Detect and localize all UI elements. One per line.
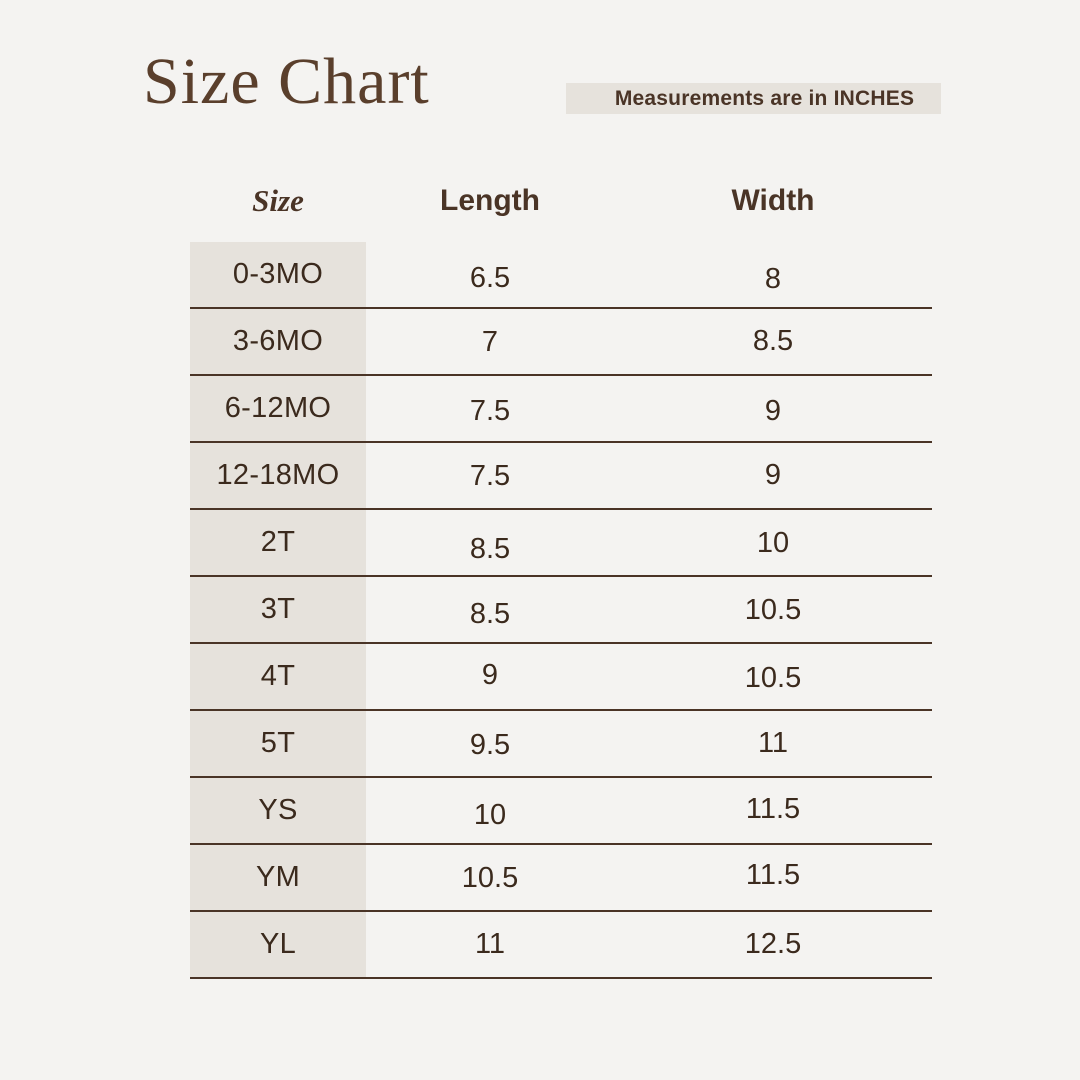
units-note: Measurements are in INCHES (614, 86, 915, 110)
table-row (190, 309, 932, 376)
table-body (190, 242, 932, 979)
cell-width: 9 (764, 459, 782, 491)
cell-width: 10 (756, 527, 790, 559)
cell-size: 6-12MO (224, 392, 332, 424)
cell-size: YM (255, 861, 301, 893)
column-header-length: Length (440, 184, 540, 217)
cell-length: 7.5 (469, 460, 511, 492)
cell-width: 10.5 (744, 594, 802, 626)
cell-length: 8.5 (469, 533, 511, 565)
table-row (190, 845, 932, 912)
table-row (190, 242, 932, 309)
cell-width: 10.5 (744, 662, 802, 694)
cell-width: 8.5 (752, 325, 794, 357)
page-title: Size Chart (143, 45, 430, 118)
table-row (190, 443, 932, 510)
cell-length: 10.5 (461, 862, 519, 894)
cell-size: 4T (260, 660, 296, 692)
table-row (190, 778, 932, 845)
table-row (190, 711, 932, 778)
cell-length: 8.5 (469, 598, 511, 630)
table-row (190, 577, 932, 644)
cell-size: YL (259, 928, 297, 960)
cell-length: 7 (481, 326, 499, 358)
units-banner (566, 83, 941, 114)
cell-size: 0-3MO (232, 258, 324, 290)
cell-size: YS (258, 794, 298, 826)
column-header-size: Size (252, 183, 304, 218)
cell-size: 5T (260, 727, 296, 759)
cell-size: 3-6MO (232, 325, 324, 357)
cell-length: 6.5 (469, 262, 511, 294)
cell-width: 11.5 (745, 793, 801, 825)
cell-length: 11 (474, 928, 506, 960)
cell-size: 3T (260, 593, 296, 625)
cell-width: 11.5 (745, 859, 801, 891)
cell-width: 8 (764, 263, 782, 295)
cell-size: 2T (260, 526, 296, 558)
table-row (190, 376, 932, 443)
cell-length: 9.5 (469, 729, 511, 761)
cell-width: 11 (757, 727, 789, 759)
cell-width: 12.5 (744, 928, 802, 960)
cell-length: 10 (473, 799, 507, 831)
size-chart-table (190, 160, 932, 979)
cell-size: 12-18MO (216, 459, 340, 491)
table-row (190, 644, 932, 711)
cell-width: 9 (764, 395, 782, 427)
table-row (190, 912, 932, 979)
table-row (190, 510, 932, 577)
table-header-row (190, 160, 932, 242)
cell-length: 9 (481, 659, 499, 691)
cell-length: 7.5 (469, 395, 511, 427)
column-header-width: Width (731, 184, 815, 217)
